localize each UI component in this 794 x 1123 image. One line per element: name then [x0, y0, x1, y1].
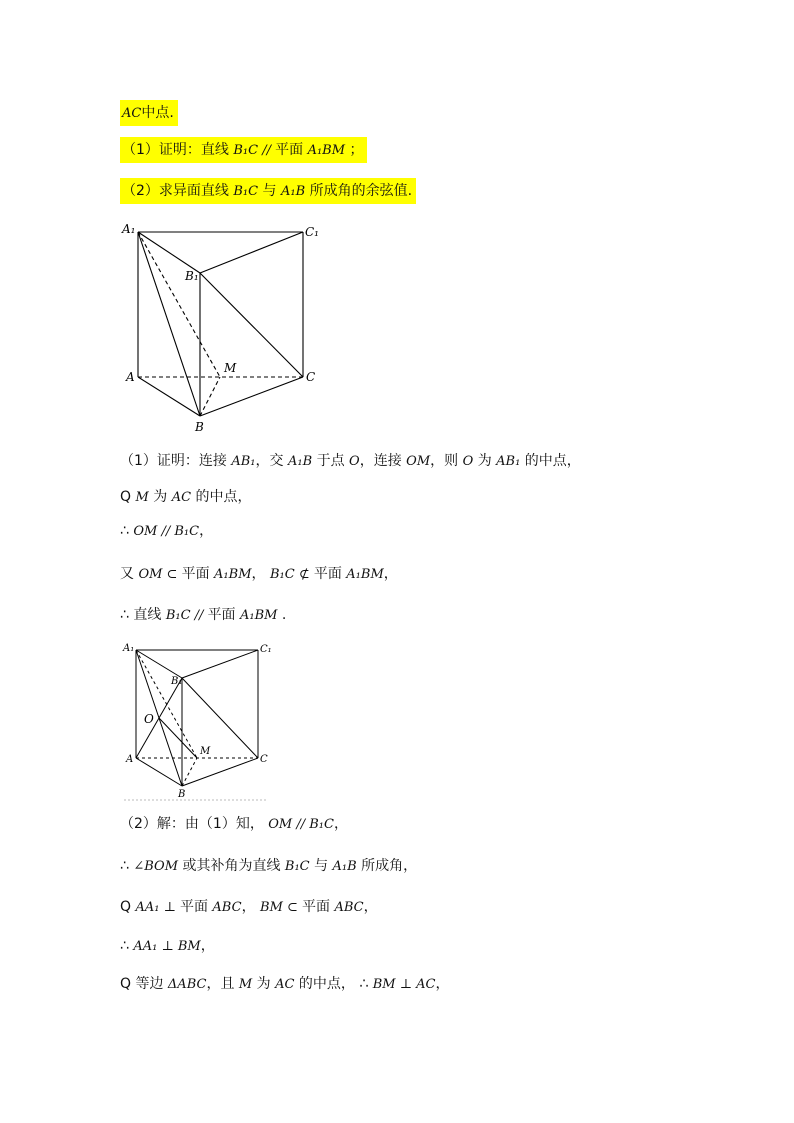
math-expression: AB₁ [231, 454, 256, 469]
solution-line-2 [120, 486, 252, 508]
label-A1: A₁ [122, 222, 136, 236]
text-segment: ∴ [120, 523, 134, 539]
text-segment: ，且 [206, 976, 239, 992]
prism-figure-2 [118, 638, 288, 808]
label-C1: C₁ [305, 225, 319, 239]
label-A: A [126, 754, 134, 765]
math-expression: AA₁ ⊥ BM [133, 939, 201, 954]
text-segment: 于点 [312, 453, 350, 469]
text-segment: （2）求异面直线 [122, 183, 234, 199]
math-expression: AC [275, 977, 295, 992]
text-segment: 的中点， ∴ [294, 976, 373, 992]
math-expression: A₁B [287, 454, 313, 469]
solution-line-4 [120, 563, 398, 585]
label-C: C [260, 754, 268, 765]
text-segment: ， [200, 938, 215, 954]
math-expression: BM ⊥ AC [372, 977, 436, 992]
math-expression: A₁BM [214, 567, 252, 582]
text-segment: 平面 [181, 566, 215, 582]
text-segment: （2）解：由（1）知， [120, 816, 269, 832]
text-segment: 所成角的余弦值. [305, 183, 413, 199]
solution-line-3 [120, 520, 213, 542]
math-expression: OM // B₁C [133, 524, 200, 539]
math-expression: B₁C // [165, 608, 208, 623]
text-segment: （1）证明：连接 [120, 453, 232, 469]
text-segment: ， [241, 899, 261, 915]
math-expression: B₁C // [233, 143, 276, 158]
text-segment: 所成角， [356, 858, 418, 874]
text-segment: Q [120, 899, 136, 915]
math-expression: AC [171, 490, 192, 505]
math-expression: M [238, 977, 253, 992]
text-segment: ； [345, 142, 364, 158]
math-expression: B₁C [284, 859, 310, 874]
math-expression: A₁B [332, 859, 357, 874]
math-expression: A₁B [280, 184, 306, 199]
text-segment: Q 等边 [120, 976, 168, 992]
math-expression: B₁C ⊄ [269, 567, 314, 582]
math-expression: ABC [212, 900, 242, 915]
text-segment: 平面 [179, 899, 213, 915]
solution-line-7 [120, 855, 417, 877]
math-expression: A₁BM [346, 567, 384, 582]
label-C: C [306, 370, 316, 384]
math-expression: ΔABC [167, 977, 207, 992]
math-expression: ABC [334, 900, 364, 915]
text-segment: ，连接 [359, 453, 407, 469]
solution-line-6 [120, 813, 348, 835]
text-segment: ，交 [255, 453, 288, 469]
label-B1: B₁ [185, 269, 199, 283]
math-expression: BM ⊂ [260, 900, 303, 915]
problem-part-1 [120, 137, 367, 163]
problem-part-2 [120, 178, 416, 204]
text-segment: ，则 [430, 453, 463, 469]
math-expression: A₁BM [240, 608, 278, 623]
math-expression: OM [406, 454, 431, 469]
label-M: M [224, 361, 237, 375]
label-A: A [126, 370, 135, 384]
solution-line-1 [120, 450, 581, 472]
text-segment: 与 [309, 858, 333, 874]
text-segment: （1）证明：直线 [122, 142, 234, 158]
text-segment: ， [383, 566, 398, 582]
text-segment: Q [120, 489, 136, 505]
problem-fragment [120, 100, 178, 126]
text-segment: ， [333, 816, 348, 832]
text-segment: 的中点， [191, 489, 252, 505]
label-A1: A₁ [123, 643, 135, 654]
label-B1: B₁ [171, 676, 183, 687]
math-expression: AC [122, 106, 142, 121]
text-segment: ， [435, 976, 450, 992]
math-expression: O [349, 454, 360, 469]
text-segment: 与 [258, 183, 281, 199]
solution-line-5 [120, 604, 286, 626]
math-expression: O [462, 454, 474, 469]
math-expression: ∠BOM [133, 859, 179, 874]
solution-line-10 [120, 973, 449, 995]
label-B: B [195, 420, 204, 434]
label-M: M [200, 746, 211, 757]
math-expression: B₁C [233, 184, 259, 199]
label-C1: C₁ [260, 644, 272, 655]
label-O: O [144, 712, 154, 726]
text-segment: 平面 [207, 607, 241, 623]
text-segment: ， [363, 899, 378, 915]
math-expression: AB₁ [496, 454, 521, 469]
text-segment: 的中点， [520, 453, 581, 469]
math-expression: OM // B₁C [268, 817, 334, 832]
prism-figure-1 [118, 218, 338, 438]
text-segment: ∴ 直线 [120, 607, 166, 623]
solution-line-8 [120, 896, 378, 918]
text-segment: ∴ [120, 938, 134, 954]
text-segment: . [277, 607, 287, 623]
solution-line-9 [120, 935, 215, 957]
text-segment: ， [251, 566, 270, 582]
text-segment: 为 [148, 489, 172, 505]
math-expression: OM ⊂ [138, 567, 182, 582]
math-expression: M [135, 490, 149, 505]
math-expression: A₁BM [307, 143, 346, 158]
text-segment: 平面 [313, 566, 347, 582]
text-segment: 又 [120, 566, 139, 582]
text-segment: ∴ [120, 858, 134, 874]
text-segment: ， [199, 523, 214, 539]
text-segment: 平面 [302, 899, 335, 915]
text-segment: 为 [473, 453, 497, 469]
text-segment: 为 [252, 976, 276, 992]
text-segment: 平面 [275, 142, 308, 158]
math-expression: AA₁ ⊥ [135, 900, 180, 915]
text-segment: 中点. [141, 105, 174, 121]
text-segment: 或其补角为直线 [178, 858, 285, 874]
label-B: B [178, 789, 186, 800]
